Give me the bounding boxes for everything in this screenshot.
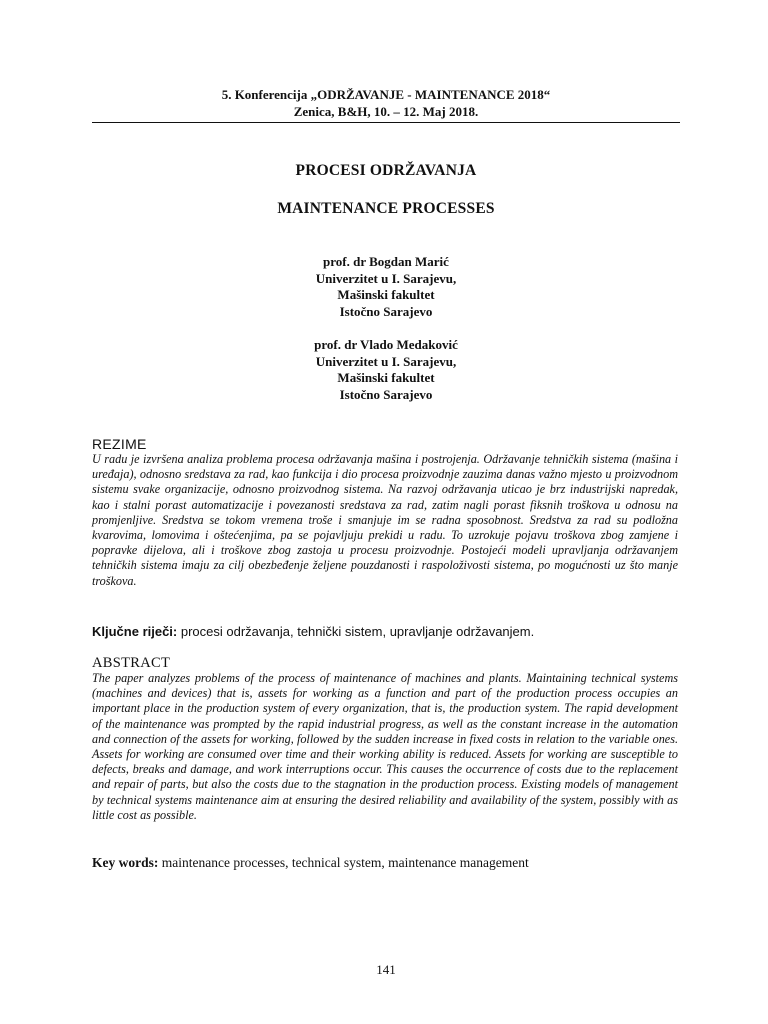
conference-header [92,86,680,120]
author-city: Istočno Sarajevo [339,386,433,402]
keywords-values: procesi održavanja, tehnički sistem, upravljanje održavanjem. [180,624,535,639]
author-name: prof. dr Vlado Medaković [314,337,458,352]
rezime-text: U radu je izvršena analiza problema procesa održavanja mašina i postrojenja. Održavanje tehničkih sistema (mašina i uređaja), odnosno sredstava za rad, kao funkcija i dio procesa proizvodnje zauzima danas važno mjesto u proizvodnom sistemu svake organizacije, odnosno proizvodnog sistema. Na razvoj održavanja uticao je brz industrijski napredak, kao i stalni porast automatizacije i povezanosti sredstava za rad, zatim nagli porast fiksnih troškova u odnosu na promjenljive. Sredstva se tokom vremena troše i smanjuje im se radna sposobnost. Sredstva za rad su podložna kvarovima, lomovima i oštećenjima, pa se pojavljuju prekidi u radu. To uzrokuje pojavu troškova zbog zamjene i popravke dijelova, ali i troškove zbog zastoja u procesu proizvodnje. Postojeći modeli upravljanja održavanjem tehničkih sistema imaju za cilj obezbeđenje željene pouzdanosti i raspoloživosti sistema, po mogućnosti uz što manje troškova. [92,452,678,588]
abstract-heading: ABSTRACT [92,655,171,671]
keywords-english [92,855,680,871]
conference-name: 5. Konferencija „ODRŽAVANJE - MAINTENANCE 2018“ [221,87,551,102]
rezime-heading: REZIME [92,436,147,452]
author-name: prof. dr Bogdan Marić [323,254,449,269]
keywords-serbian [92,624,680,640]
paper-title-english: MAINTENANCE PROCESSES [277,200,495,217]
keywords-label: Ključne riječi: [92,624,181,639]
author-city: Istočno Sarajevo [339,303,433,319]
paper-title-serbian: PROCESI ODRŽAVANJA [295,162,477,179]
conference-location-date: Zenica, B&H, 10. – 12. Maj 2018. [293,104,479,119]
page-number: 141 [376,962,396,977]
author-block-2 [92,337,680,403]
header-divider [92,122,680,123]
author-block-1 [92,254,680,320]
author-university: Univerzitet u I. Sarajevu, [315,270,457,286]
author-university: Univerzitet u I. Sarajevu, [315,353,457,369]
author-faculty: Mašinski fakultet [337,287,435,302]
abstract-text: The paper analyzes problems of the process of maintenance of machines and plants. Maintaining technical systems (machines and devices) that is, assets for working as a function and part of the production process occupies an important place in the production system of every organization, that is, the production system. The rapid development of the maintenance was prompted by the rapid industrial progress, as well as the constant increase in the automation and connection of the assets for working, followed by the sudden increase in fixed costs in relation to the variable ones. Assets for working are consumed over time and their working ability is reduced. Assets for working are susceptible to defects, breaks and damage, and work interruptions occur. This causes the occurrence of costs due to the replacement and repair of parts, but also the costs due to the stagnation in the production process. Existing models of management by technical systems maintenance aim at ensuring the desired reliability and availability of the system, possibly with as little cost as possible. [92,671,678,822]
keywords-values: maintenance processes, technical system, maintenance management [161,855,529,870]
keywords-label: Key words: [92,855,162,870]
author-faculty: Mašinski fakultet [337,370,435,385]
